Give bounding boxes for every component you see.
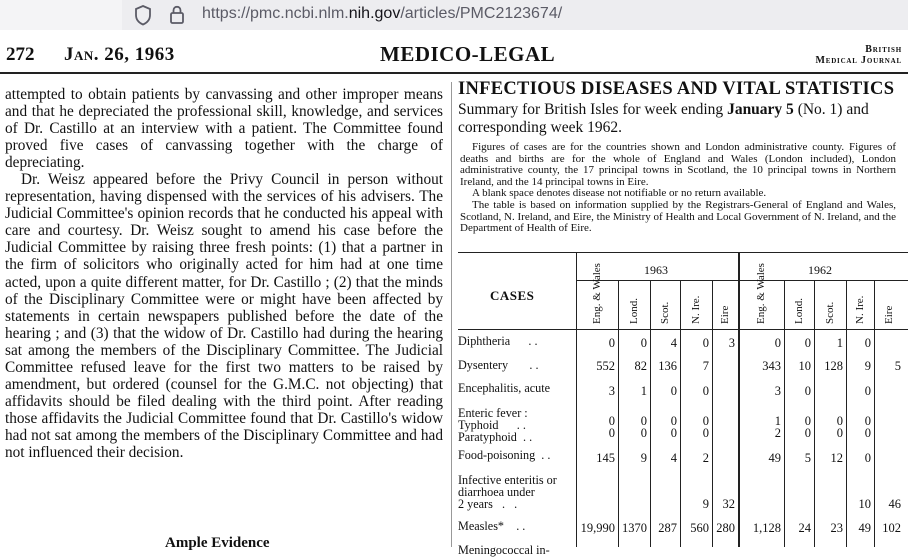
cases-header: CASES [490,288,535,303]
cell-1962: 3 [774,384,781,398]
cell-1962: 12 [830,451,843,465]
header-rule [0,72,908,74]
cell-1962: 9 [864,359,871,373]
shield-icon[interactable] [133,4,153,26]
subtitle-date: January 5 [727,101,794,118]
cell-1963: 0 [608,336,615,350]
cell-1962: 10 [858,497,871,511]
cell-1963: 0 0 [640,414,647,440]
url-suffix: /articles/PMC2123674/ [400,5,563,22]
row-label: Enteric fever : Typhoid . . Paratyphoid . . [458,406,533,444]
year-1963-header: 1963 [644,263,668,277]
cell-1962: 0 [774,336,781,350]
cell-1963: 287 [658,521,677,535]
row-label: Meningococcal in- [458,543,550,557]
paragraph-1: attempted to obtain patients by canvassing and other improper means and that he depreciated the professional skill, knowledge, and services of Dr. Castillo at an interview with a patient. The Committee found proved five cases of canvassing together with the charge of depreciating. [5,86,443,172]
cell-1962: 49 [768,451,781,465]
column-header-1962-3: N. Ire. [854,295,866,324]
row-label: Infective enteritis or diarrhoea under 2 years . . [458,473,557,511]
cell-1962: 0 0 [864,414,871,440]
column-header-1963-3: N. Ire. [690,295,702,324]
cell-1963: 3 [608,384,615,398]
cell-1962: 49 [858,521,871,535]
subtitle-part-a: Summary for British Isles for week ending [458,101,728,118]
cell-1962: 23 [830,521,843,535]
journal-name [815,44,902,66]
lock-icon[interactable] [168,4,186,26]
cell-1962: 10 [798,359,811,373]
cell-1963: 0 0 [702,414,709,440]
year-1962-header: 1962 [808,263,832,277]
stats-title: INFECTIOUS DISEASES AND VITAL STATISTICS [458,79,895,99]
column-header-1962-1: Lond. [793,298,805,324]
cell-1962: 0 0 [804,414,811,440]
cell-1963: 145 [596,451,615,465]
cell-1963: 4 [670,336,677,350]
vrule-1962-0 [784,280,785,547]
issue-date: Jan. 26, 1963 [64,44,175,65]
cell-1963: 2 [702,451,709,465]
left-column [5,86,443,461]
cell-1962: 0 0 [836,414,843,440]
column-header-1962-4: Eire [883,305,895,324]
note-1: Figures of cases are for the countries shown and London administrative county. Figures of deaths and births are for the whole of England and Wales (London included), London administrative county, the 17 principal towns in Scotland, the 10 principal towns in Northern Ireland, and the 14 principal towns in Eire. [460,141,896,188]
row-label: Dysentery . . [458,358,539,372]
cell-1962: 0 [864,384,871,398]
cell-1963: 1370 [622,521,647,535]
row-label: Diphtheria . . [458,334,538,348]
cell-1962: 102 [882,521,901,535]
table-top-rule [458,252,908,253]
cell-1962: 0 [804,384,811,398]
page-number: 272 [6,44,35,65]
vrule-1963-0 [618,280,619,547]
column-header-1962-2: Scot. [824,301,836,324]
column-divider [451,82,452,547]
cell-1963: 552 [596,359,615,373]
cell-1963: 280 [716,521,735,535]
cell-1963: 9 [702,497,709,511]
cell-1962: 1 [836,336,843,350]
cell-1962: 46 [888,497,901,511]
row-label: Measles* . . [458,519,526,533]
cell-1963: 32 [722,497,735,511]
column-header-1963-4: Eire [719,305,731,324]
cell-1963: 7 [702,359,709,373]
cell-1963: 0 [670,384,677,398]
column-header-1963-1: Lond. [628,298,640,324]
url-prefix: https://pmc.ncbi.nlm. [202,5,349,22]
column-header-1963-0: Eng. & Wales [591,263,603,324]
note-3: The table is based on information supplied by the Registrars-General of England and Wales, Scotland, N. Ireland, and Eire, the Ministry of Health and Local Government of N. Ireland, and the Department of Health of Eire. [460,198,896,235]
url-domain: nih.gov [348,5,401,22]
row-label: Encephalitis, acute [458,381,551,395]
cell-1962: 128 [824,359,843,373]
statistics-table [458,252,908,557]
cell-1962: 1,128 [752,521,781,535]
vrule-1962-1 [814,280,815,547]
cell-1962: 5 [894,359,901,373]
cell-1963: 0 [702,336,709,350]
cell-1962: 0 [864,336,871,350]
subheading: Ample Evidence [165,535,270,551]
browser-toolbar [0,0,908,30]
cell-1963: 0 0 [608,414,615,440]
cell-1963: 9 [640,451,647,465]
cell-1962: 0 [864,451,871,465]
cell-1963: 82 [634,359,647,373]
cell-1962: 343 [762,359,781,373]
table-head-rule [458,329,908,330]
row-label: Food-poisoning . . [458,448,551,462]
cell-1963: 3 [728,336,735,350]
cell-1963: 136 [658,359,677,373]
subtitle-part-c: (No. 1) and corresponding week 1962. [458,101,869,136]
paragraph-2: Dr. Weisz appeared before the Privy Council in person without representation, having dispensed with the services of his advisers. The Judicial Committee's opinion records that he conducted his appeal with care and courtesy. Dr. Weisz sought to amend his case before the Judicial Committee by raising three fresh points: (1) that a partner in the firm of solicitors who originally acted for him had at one time acted, upon a quite different matter, for Dr. Castillo ; (2) that the minds of the Disciplinary Committee were or might have been affected by statements in certain newspapers published before the date of the hearing ; and (3) that the widow of Dr. Castillo had during the hearing sat among the members of the Disciplinary Committee. The Judicial Committee refused leave for the first two matters to be raised by amendment, but ordered (counsel for the G.M.C. not objecting) that affidavits should be filed dealing with the third point. After reading those affidavits the Judicial Committee found that Dr. Castillo's widow had not sat among the members of the Disciplinary Committee and had not influenced their decision. [5,171,443,461]
journal-line-2: Medical Journal [815,55,902,66]
cell-1962: 5 [804,451,811,465]
section-title: MEDICO-LEGAL [380,42,556,66]
vrule-1963-1 [650,280,651,547]
cell-1963: 0 [702,384,709,398]
cell-1962: 1 2 [774,414,781,440]
column-header-1962-0: Eng. & Wales [755,263,767,324]
cell-1962: 24 [798,521,811,535]
cell-1963: 0 [640,336,647,350]
cell-1963: 1 [640,384,647,398]
cell-1962: 0 [804,336,811,350]
column-header-1963-2: Scot. [659,301,671,324]
cell-1963: 560 [690,521,709,535]
cell-1963: 4 [670,451,677,465]
cell-1963: 0 0 [670,414,677,440]
stats-notes [460,142,896,235]
running-head [0,40,908,72]
stats-subtitle [458,101,898,137]
journal-line-1: British [865,44,902,55]
cell-1963: 19,990 [580,521,615,535]
vrule-label [576,252,577,547]
url-text[interactable] [202,5,562,23]
vrule-years [738,252,740,547]
note-2: A blank space denotes disease not notifiable or no return available. [472,187,767,200]
